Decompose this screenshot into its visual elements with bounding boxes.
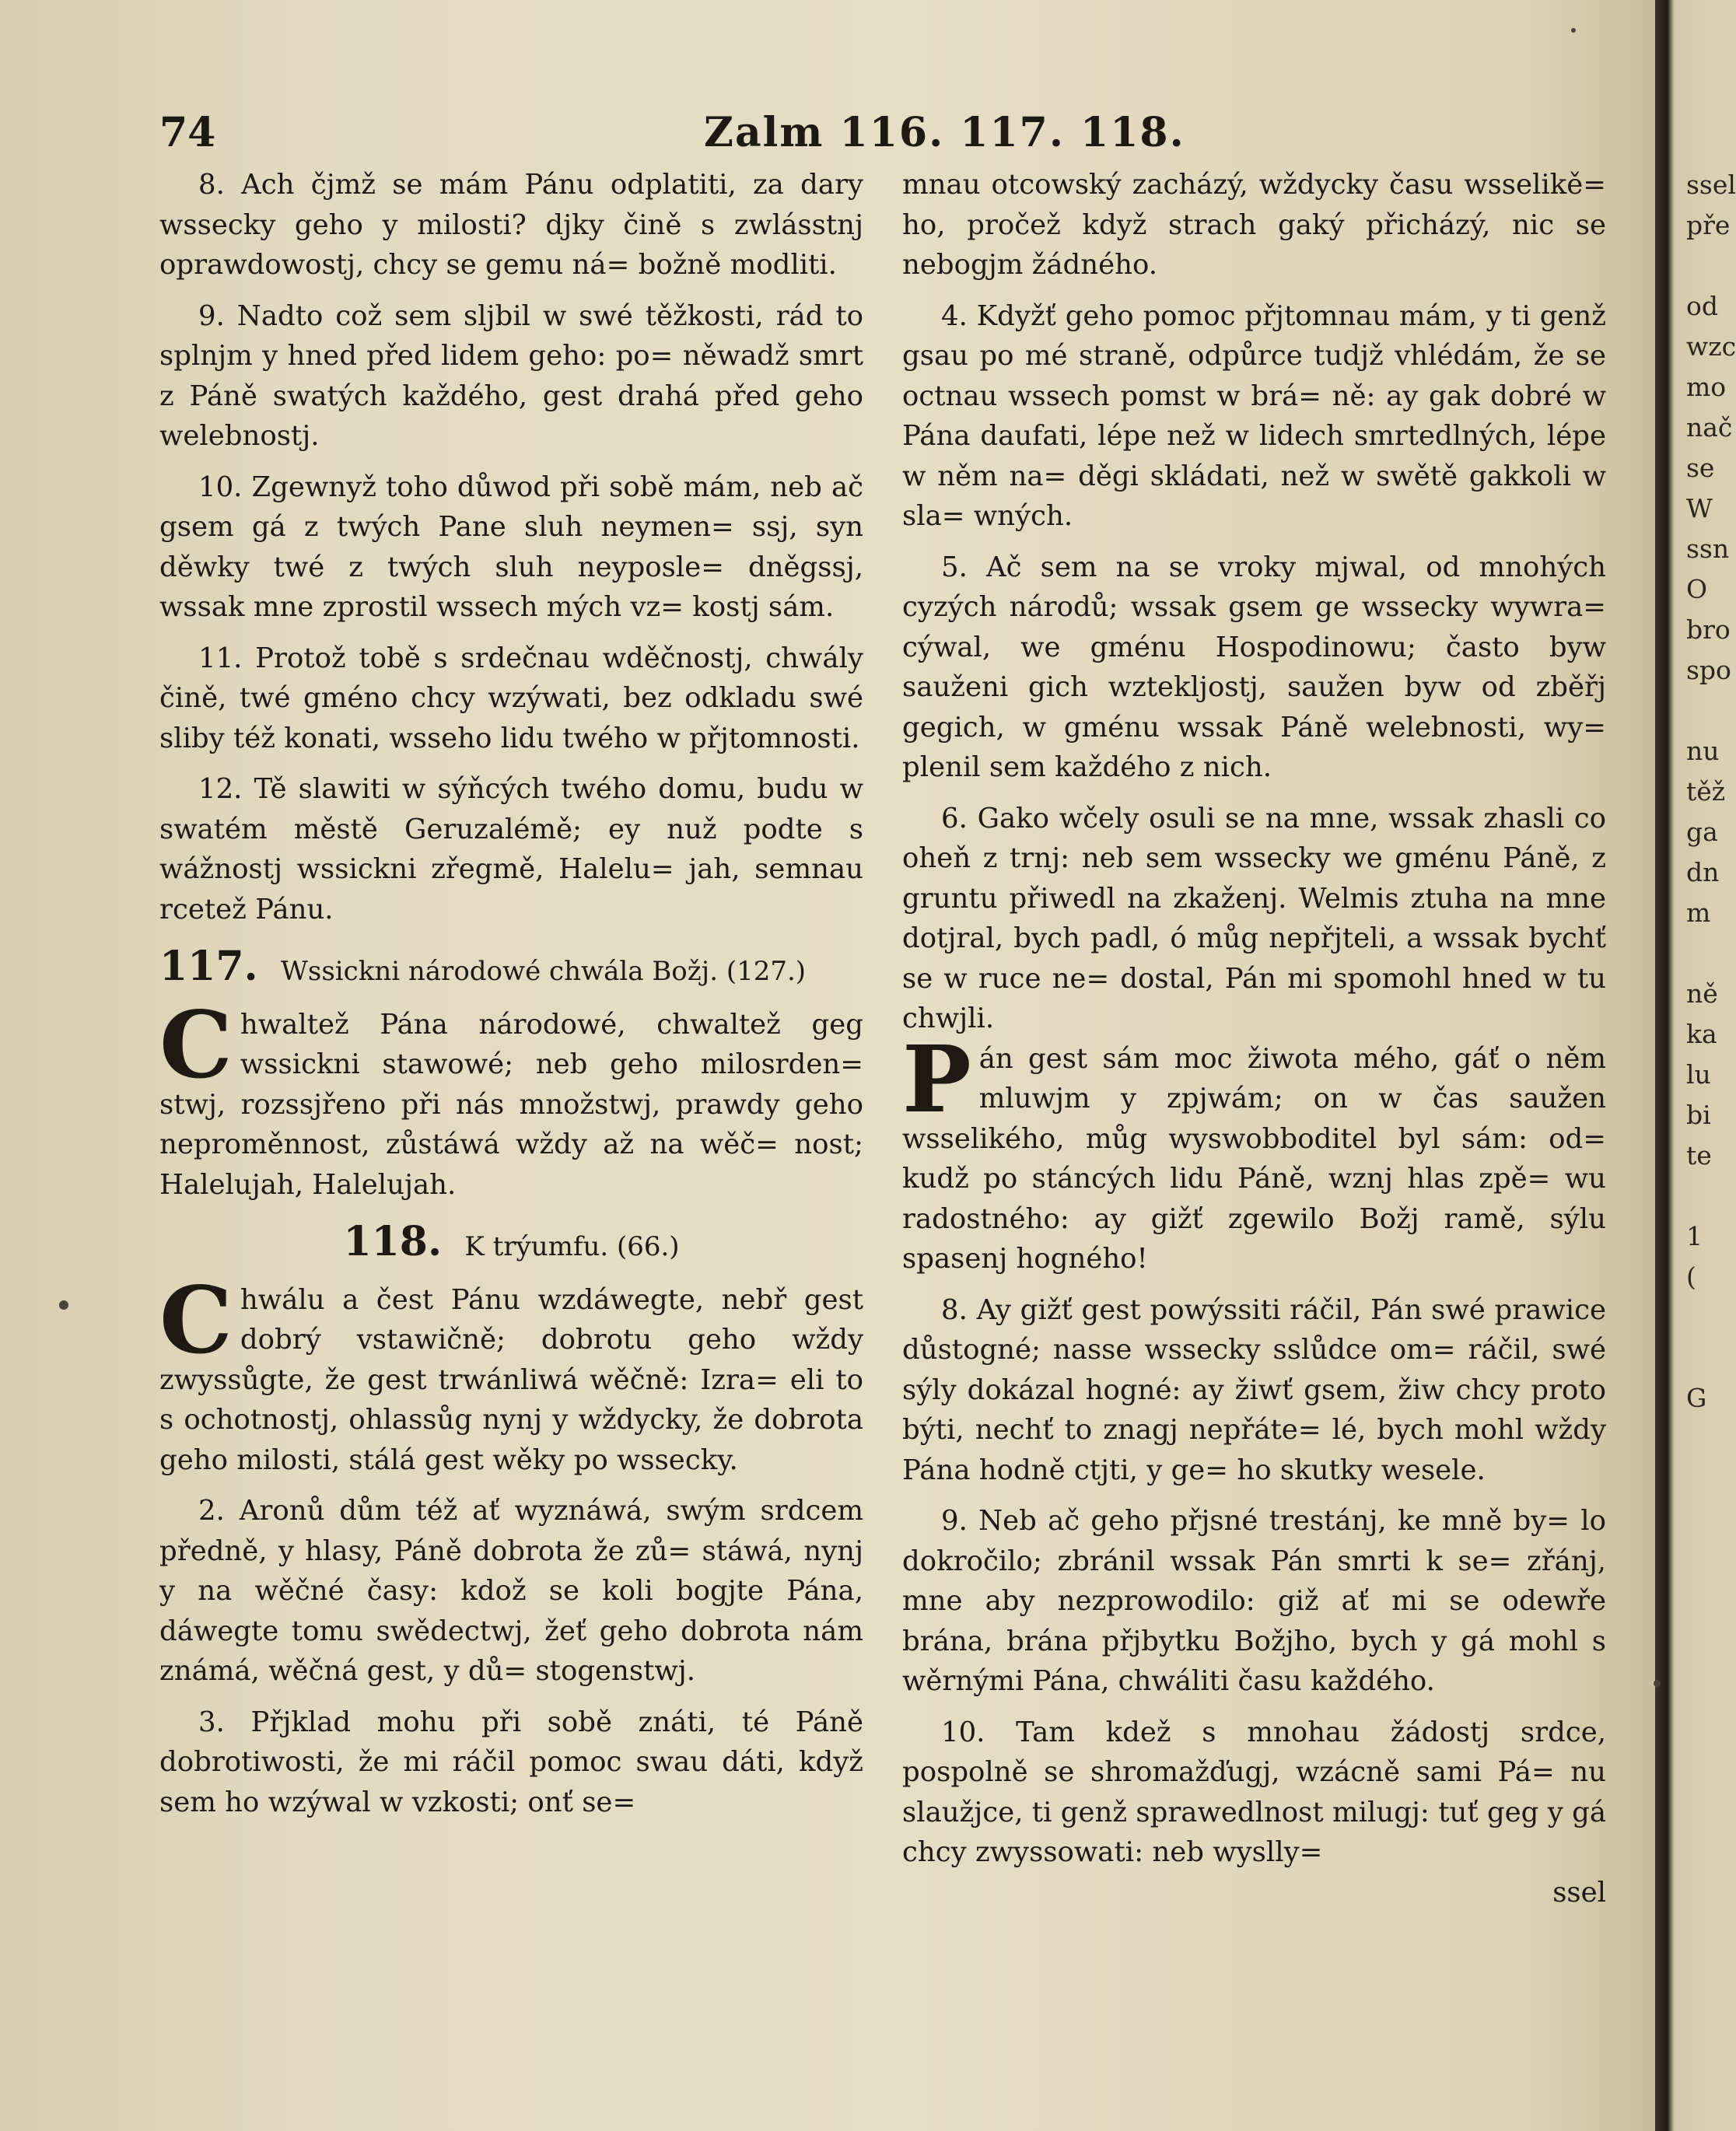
running-title: Zalm 116. 117. 118. xyxy=(704,109,1185,156)
edge-fragment: dn xyxy=(1686,857,1720,887)
edge-fragment: těž xyxy=(1686,776,1726,807)
verse-drop-cap: Pán gest sám moc žiwota mého, gáť o něm mluwjm y zpjwám; on w čas saužen wsselikého, můg wyswobboditel byl sám: od= kudž po stáncých lidu Páně, wznj hlas zpě= wu radostného: ay gižť zgewilo Božj ramě, sýlu spasenj hogného! xyxy=(902,1024,1606,1275)
edge-fragment: ně xyxy=(1686,978,1718,1009)
verse: 10. Zgewnyž toho důwod při sobě mám, neb ač gsem gá z twých Pane sluh neymen= ssj, syn děwky twé z twých sluh neyposle= dněgssj, wssak mne zprostil wssech mých vz= kostj sám. xyxy=(159,471,863,623)
edge-fragment: te xyxy=(1686,1140,1712,1170)
edge-fragment: ga xyxy=(1686,817,1718,847)
verse-drop-cap: Chwaltež Pána národowé, chwaltež geg wssickni stawowé; neb geho milosrden= stwj, rozssjřeno při nás množstwj, prawdy geho neproměnnost, zůstáwá wždy až na wěč= nost; Halelujah, Halelujah. xyxy=(159,990,863,1201)
verse: 6. Gako wčely osuli se na mne, wssak zhasli co oheň z trnj: neb sem wssecky we gménu Páně, z gruntu přiwedl na zkaženj. Welmis ztuha na mne dotjral, bych padl, ó můg nepřjteli, a wssak bychť se w ruce ne= dostal, Pán mi spomohl hned w tu chwjli. xyxy=(902,802,1606,1034)
left-column xyxy=(159,165,863,1822)
verse: 8. Ay gižť gest powýssiti ráčil, Pán swé prawice důstogné; nasse wssecky sslůdce om= ráčil, swé sýly dokázal hogné: ay žiwť gsem, žiw chcy proto býti, nechť to znagj nepřáte= lé, bych mohl wždy Pána hodně ctjti, y ge= ho skutky wesele. xyxy=(902,1293,1606,1486)
edge-fragment: 1 xyxy=(1686,1221,1703,1251)
verse: 11. Protož tobě s srdečnau wděčnostj, chwály čině, twé gméno chcy wzýwati, bez odkladu swé sliby též konati, wsseho lidu twého w přjtomnosti. xyxy=(159,642,863,754)
edge-fragment xyxy=(1686,691,1724,731)
verse: 5. Ač sem na se vroky mjwal, od mnohých cyzých národů; wssak gsem ge wssecky wywra= cýwal, we gménu Hospodinowu; často byw sauženi gich wztekljostj, saužen byw od zběřj gegich, w gménu wssak Páně welebnosti, wy= plenil sem každého z nich. xyxy=(902,551,1606,783)
edge-fragment: bi xyxy=(1686,1100,1711,1130)
edge-fragment xyxy=(1686,1297,1724,1338)
verse: 12. Tě slawiti w sýňcých twého domu, budu w swatém městě Geruzalémě; ey nuž podte s wážnostj wssickni zřegmě, Halelu= jah, semnau rcetež Pánu. xyxy=(159,773,863,926)
edge-fragment: pře xyxy=(1686,210,1731,240)
page-header xyxy=(159,109,1606,163)
verse-continuation: mnau otcowský zacházý, wždycky času wsselikě= ho, pročež když strach gaký přicházý, nic se nebogjm žádného. xyxy=(902,169,1606,281)
verse-drop-cap: Chwálu a čest Pánu wzdáwegte, nebř gest dobrý vstawičně; dobrotu geho wždy zwyssůgte, že gest trwánliwá wěčně: Izra= eli to s ochotnostj, ohlassůg nynj y wždycky, že dobrota geho milosti, stálá gest wěky po wssecky. xyxy=(159,1265,863,1476)
verse: 9. Neb ač geho přjsné trestánj, ke mně by= lo dokročilo; zbránil wssak Pán smrti k se= zřánj, mne aby nezprowodilo: giž ať mi se odewře brána, brána přjbytku Božjho, bych y gá mohl s wěrnými Pána, chwáliti času každého. xyxy=(902,1505,1606,1697)
paper-spot xyxy=(1654,1680,1661,1687)
edge-fragment xyxy=(1686,246,1724,286)
edge-fragment: bro xyxy=(1686,614,1731,645)
edge-fragment: nu xyxy=(1686,736,1720,766)
edge-fragment xyxy=(1686,1459,1724,1499)
verse: 10. Tam kdež s mnohau žádostj srdce, pospolně se shromažďugj, wzácně sami Pá= nu slaužjce, ti genž sprawedlnost milugj: tuť geg y gá chcy zwyssowati: neb wyslly= xyxy=(902,1716,1606,1868)
edge-fragment: lu xyxy=(1686,1059,1711,1090)
edge-fragment xyxy=(1686,1499,1724,1540)
edge-fragment: nač xyxy=(1686,412,1733,443)
edge-fragment: ssel xyxy=(1686,170,1736,200)
psalm-number: 118. xyxy=(343,1218,443,1265)
edge-fragment: G xyxy=(1686,1383,1707,1413)
paper-spot xyxy=(1571,28,1576,33)
edge-fragment: se xyxy=(1686,453,1715,483)
edge-fragment: spo xyxy=(1686,655,1731,685)
edge-fragment: mo xyxy=(1686,372,1727,402)
right-column xyxy=(902,165,1606,1912)
edge-fragment: m xyxy=(1686,898,1711,928)
edge-fragment xyxy=(1686,1540,1724,1580)
edge-fragment xyxy=(1686,1338,1724,1378)
edge-fragment: wzc xyxy=(1686,331,1736,362)
paper-spot xyxy=(59,1300,68,1310)
edge-fragment: od xyxy=(1686,291,1718,321)
edge-fragment: ssn xyxy=(1686,534,1730,564)
edge-fragment xyxy=(1686,933,1724,974)
edge-fragment: ( xyxy=(1686,1261,1696,1292)
verse: 9. Nadto což sem sljbil w swé těžkosti, rád to splnjm y hned před lidem geho: po= něwadž smrt z Páně swatých každého, gest drahá před geho welebnostj. xyxy=(159,299,863,452)
page-number: 74 xyxy=(159,109,216,156)
verse: 3. Přjklad mohu při sobě znáti, té Páně dobrotiwosti, že mi ráčil pomoc swau dáti, když sem ho wzýwal w vzkosti; onť se= xyxy=(159,1706,863,1818)
psalm-title: K trýumfu. (66.) xyxy=(464,1231,680,1262)
edge-fragment xyxy=(1686,1176,1724,1216)
psalm-number: 117. xyxy=(159,943,258,990)
facing-page-edge xyxy=(1686,165,1736,1580)
verse: 8. Ach čjmž se mám Pánu odplatiti, za dary wssecky geho y milosti? djky čině s zwlásstnj oprawdowostj, chcy se gemu ná= božně modliti. xyxy=(159,169,863,281)
catchword: ssel xyxy=(1552,1876,1606,1909)
edge-fragment: O xyxy=(1686,574,1708,604)
psalm-title: Wssickni národowé chwála Božj. (127.) xyxy=(280,956,807,987)
psalm-heading-117 xyxy=(159,943,863,992)
edge-fragment xyxy=(1686,1419,1724,1459)
verse: 4. Kdyžť geho pomoc přjtomnau mám, y ti genž gsau po mé straně, odpůrce tudjž vhlédám, že se octnau wssech pomst w brá= ně: ay gak dobré w Pána daufati, lépe než w lidech smrtedlných, lépe w něm na= děgi skládati, než w swětě gakkoli w sla= wných. xyxy=(902,299,1606,532)
verse: 2. Aronů dům též ať wyznáwá, swým srdcem předně, y hlasy, Páně dobrota že zů= stáwá, nynj y na wěčné časy: kdož se koli bogjte Pána, dáwegte tomu swědectwj, žeť geho dobrota nám známá, wěčná gest, y dů= stogenstwj. xyxy=(159,1495,863,1687)
psalm-heading-118 xyxy=(159,1218,863,1268)
edge-fragment: ka xyxy=(1686,1019,1717,1049)
edge-fragment: W xyxy=(1686,493,1713,523)
